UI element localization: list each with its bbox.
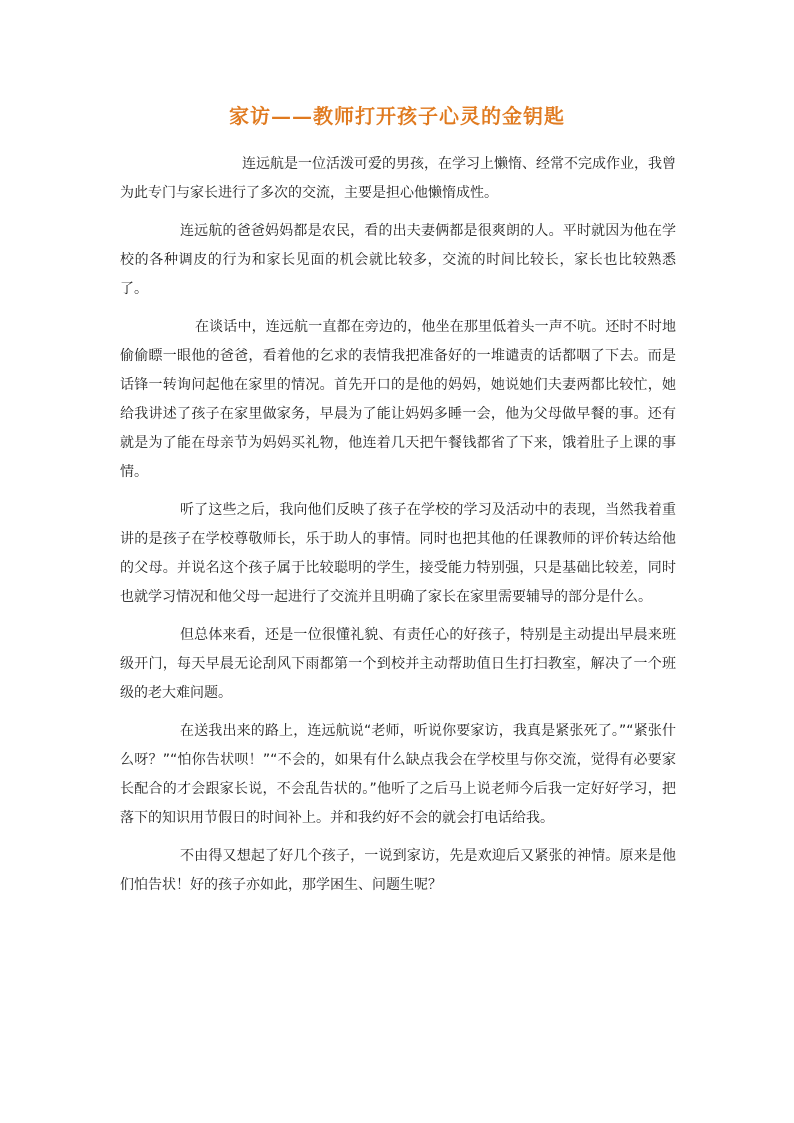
document-body <box>120 150 676 909</box>
document-title: 家访——教师打开孩子心灵的金钥匙 <box>229 104 565 128</box>
paragraph: 但总体来看，还是一位很懂礼貌、有责任心的好孩子，特别是主动提出早晨来班级开门，每天早晨无论刮风下雨都第一个到校并主动帮助值日生打扫教室，解决了一个班级的老大难问题。 <box>120 627 676 701</box>
paragraph: 连远航的爸爸妈妈都是农民，看的出夫妻俩都是很爽朗的人。平时就因为他在学校的各种调皮的行为和家长见面的机会就比较多，交流的时间比较长，家长也比较熟悉了。 <box>120 223 676 297</box>
paragraph: 在谈话中，连远航一直都在旁边的，他坐在那里低着头一声不吭。还时不时地偷偷瞟一眼他的爸爸，看着他的乞求的表情我把准备好的一堆谴责的话都咽了下去。而是话锋一转询问起他在家里的情况。首先开口的是他的妈妈，她说她们夫妻两都比较忙，她给我讲述了孩子在家里做家务，早晨为了能让妈妈多睡一会，他为父母做早餐的事。还有就是为了能在母亲节为妈妈买礼物，他连着几天把午餐钱都省了下来，饿着肚子上课的事情。 <box>120 319 676 480</box>
paragraph: 听了这些之后，我向他们反映了孩子在学校的学习及活动中的表现，当然我着重讲的是孩子在学校尊敬师长，乐于助人的事情。同时也把其他的任课教师的评价转达给他的父母。并说名这个孩子属于比较聪明的学生，接受能力特别强，只是基础比较差，同时也就学习情况和他父母一起进行了交流并且明确了家长在家里需要辅导的部分是什么。 <box>120 502 676 605</box>
paragraph: 在送我出来的路上，连远航说“老师，听说你要家访，我真是紧张死了。”“紧张什么呀？”“怕你告状呗！”“不会的，如果有什么缺点我会在学校里与你交流，觉得有必要家长配合的才会跟家长说，不会乱告状的。”他听了之后马上说老师今后我一定好好学习，把落下的知识用节假日的时间补上。并和我约好不会的就会打电话给我。 <box>120 723 676 826</box>
paragraph: 不由得又想起了好几个孩子，一说到家访，先是欢迎后又紧张的神情。原来是他们怕告状！好的孩子亦如此，那学困生、问题生呢？ <box>120 848 676 893</box>
paragraph: 连远航是一位活泼可爱的男孩，在学习上懒惰、经常不完成作业，我曾为此专门与家长进行了多次的交流，主要是担心他懒惰成性。 <box>120 156 676 201</box>
